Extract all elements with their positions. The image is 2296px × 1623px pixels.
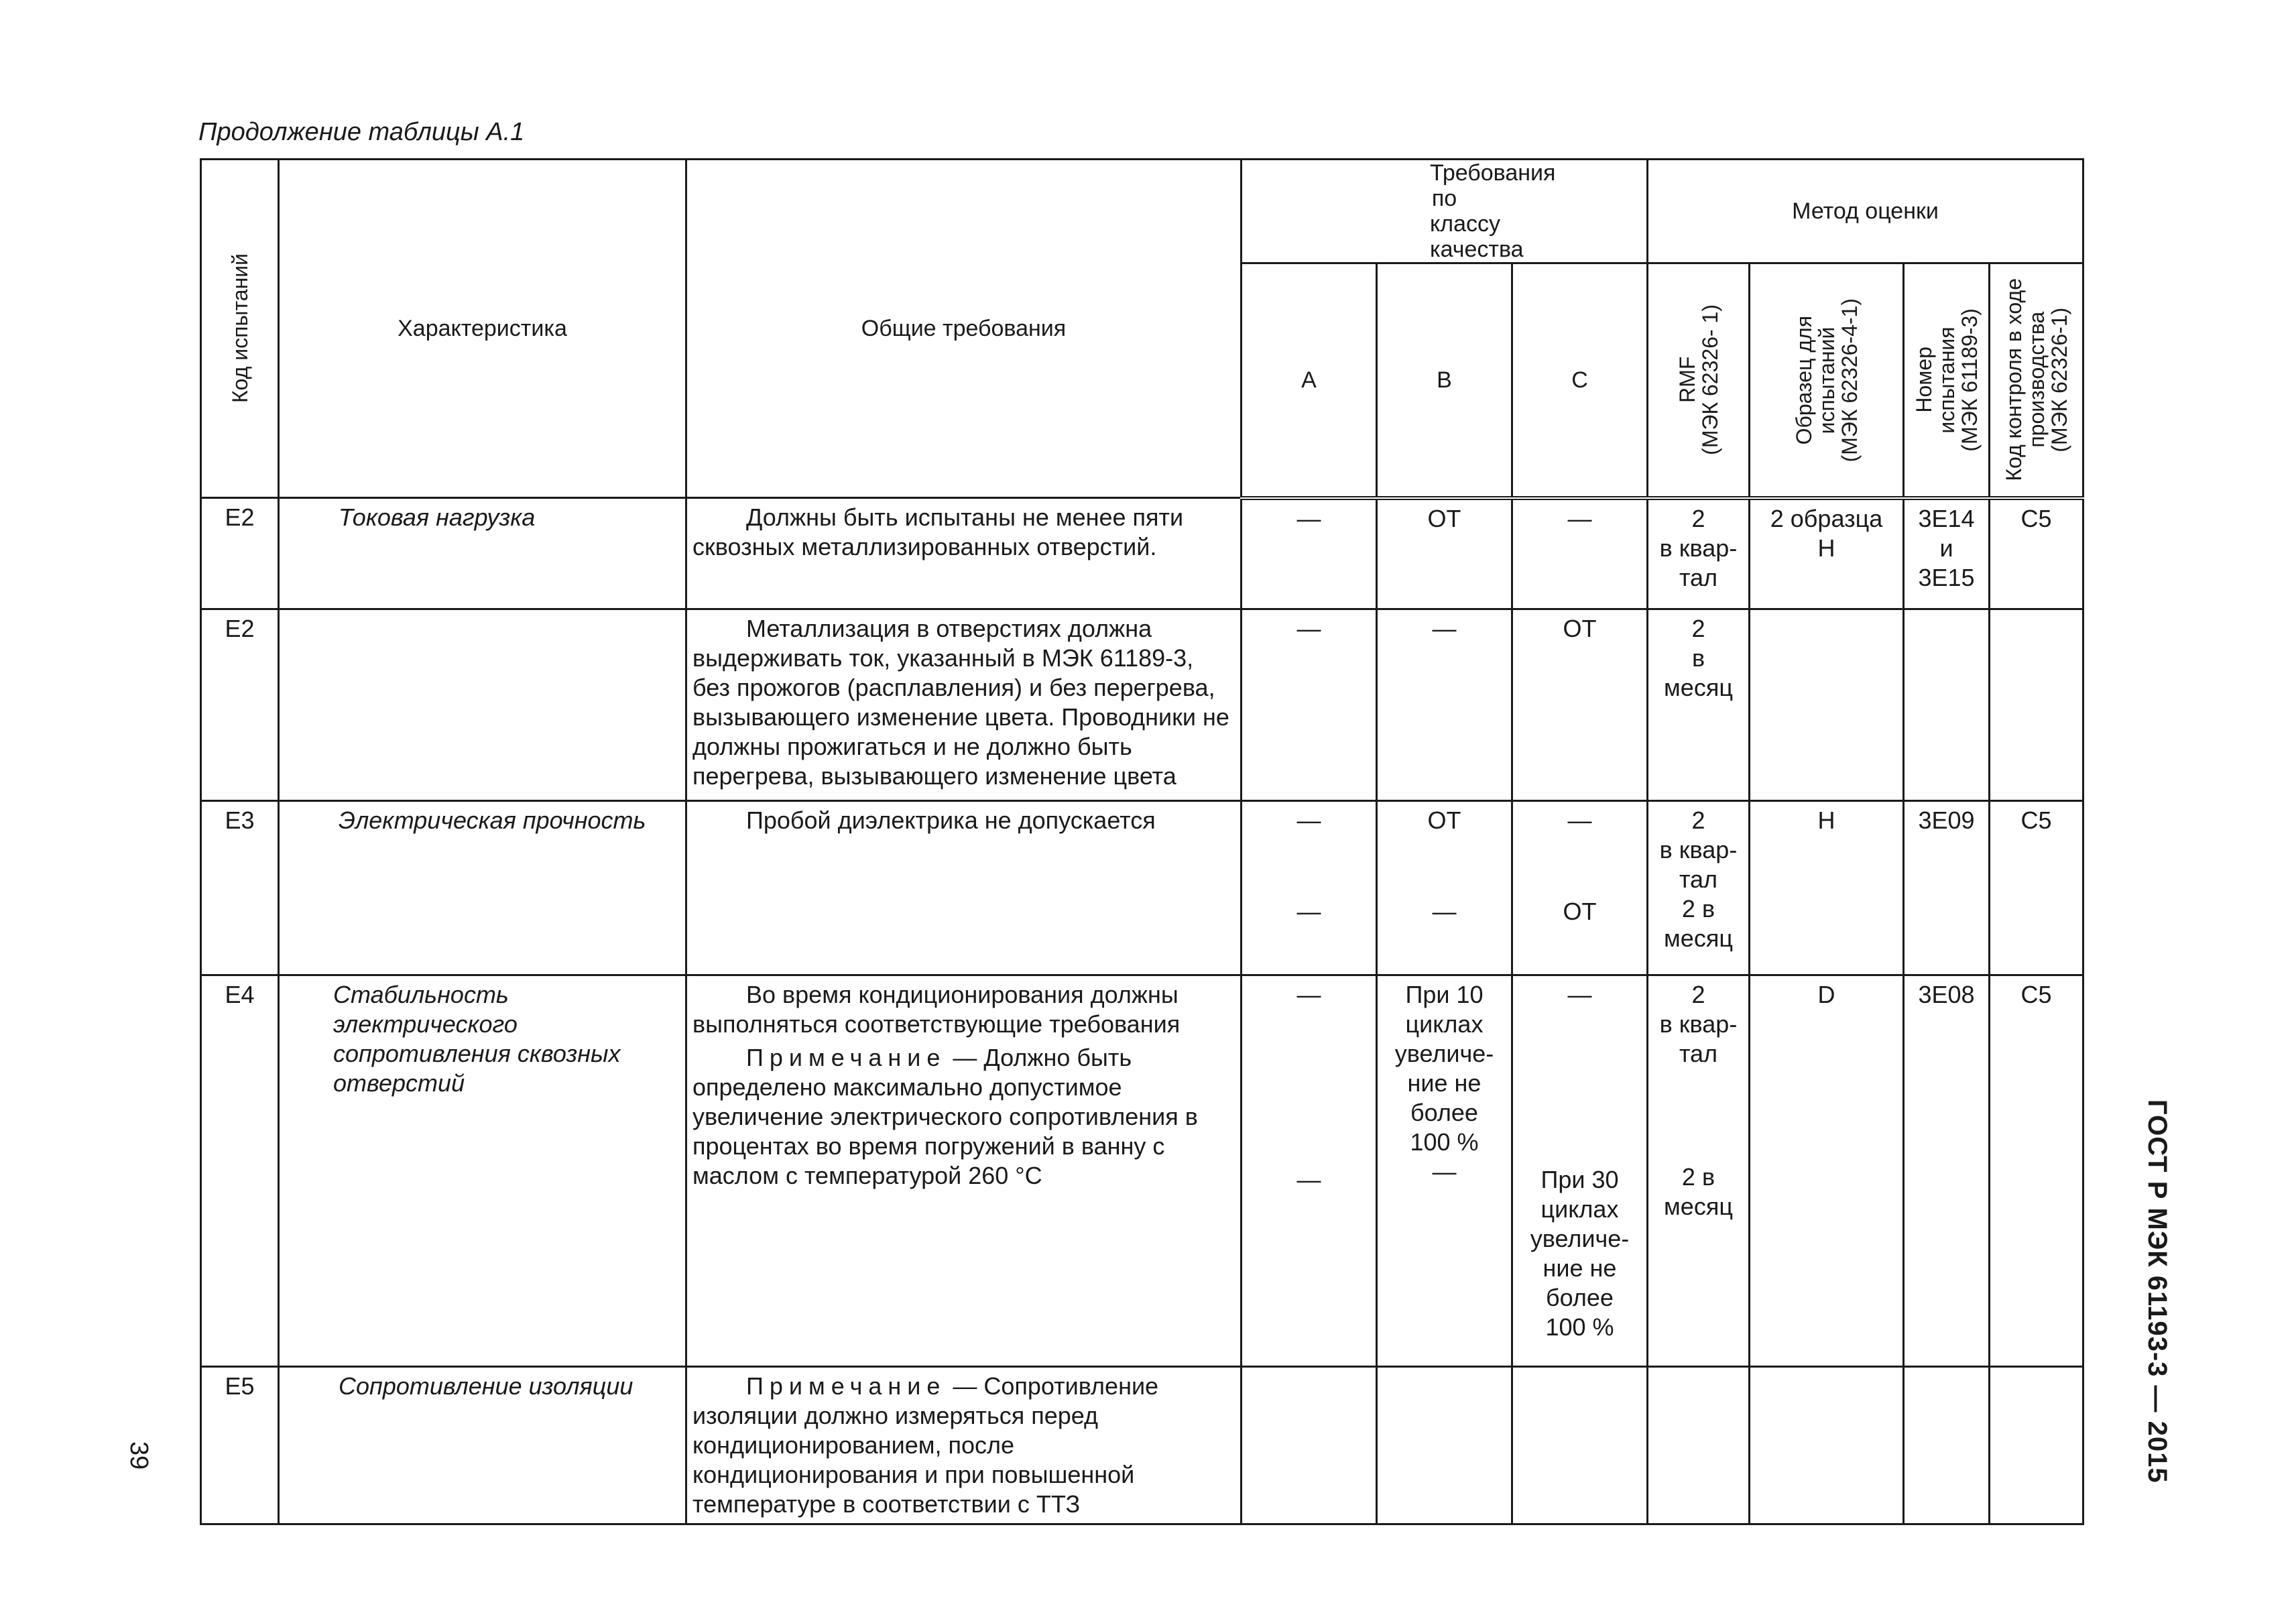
header-test-number: Номер испытания (МЭК 61189-3) — [1904, 263, 1990, 498]
row-class-a: — — [1242, 498, 1377, 609]
row-rmf — [1648, 1367, 1750, 1524]
row-general: Пробой диэлектрика не допускается — [686, 801, 1242, 975]
row-general — [686, 975, 1242, 1367]
class-b-value-2: — — [1432, 1158, 1457, 1185]
row-rmf: 2 в месяц — [1648, 609, 1750, 801]
row-class-c: ОТ — [1512, 609, 1648, 801]
row-class-c — [1512, 1367, 1648, 1524]
row-class-c — [1512, 801, 1648, 975]
row-sample: 2 образца Н — [1750, 498, 1904, 609]
header-class-c: С — [1512, 263, 1648, 498]
header-method-group: Метод оценки — [1648, 160, 2083, 263]
row-code: Е2 — [201, 609, 279, 801]
row-test-number: 3Е09 — [1904, 801, 1990, 975]
class-a-value-2: — — [1296, 898, 1321, 925]
general-note — [692, 1043, 1235, 1191]
class-a-value-1: — — [1296, 981, 1321, 1008]
note-text: — Должно быть определено максимально допустимое увеличение электрического сопротивления в процентах во время погружений в ванну с маслом с температурой 260 °С — [692, 1044, 1198, 1189]
table-row — [201, 609, 2083, 801]
row-class-b: — — [1377, 609, 1512, 801]
header-quality-group: Требования по классу качества — [1242, 160, 1648, 263]
row-code: Е2 — [201, 498, 279, 609]
row-code: Е3 — [201, 801, 279, 975]
class-b-value-1: При 10 циклах увеличе- ние не более 100 % — [1394, 981, 1494, 1156]
class-b-value-1: ОТ — [1427, 806, 1461, 834]
row-class-b — [1377, 801, 1512, 975]
row-test-number: 3Е14 и 3Е15 — [1904, 498, 1990, 609]
row-control-code — [1990, 609, 2083, 801]
header-general: Общие требования — [686, 160, 1242, 498]
class-c-value-1: — — [1567, 806, 1592, 834]
row-class-a — [1242, 801, 1377, 975]
note-text: — Сопротивление изоляции должно измеряться перед кондиционированием, после кондиционирования и при повышенной температуре в соответствии с ТТЗ — [692, 1372, 1159, 1518]
general-text: Во время кондиционирования должны выполняться соответствующие требования — [692, 981, 1181, 1038]
header-class-a: А — [1242, 263, 1377, 498]
row-characteristic: Стабильность электрического сопротивления сквозных отверстий — [279, 975, 686, 1367]
row-class-b — [1377, 975, 1512, 1367]
row-characteristic: Электрическая прочность — [279, 801, 686, 975]
class-c-value-1: — — [1567, 981, 1592, 1008]
row-characteristic: Сопротивление изоляции — [279, 1367, 686, 1524]
row-control-code: С5 — [1990, 801, 2083, 975]
row-test-number: 3Е08 — [1904, 975, 1990, 1367]
table-row — [201, 1367, 2083, 1524]
table-row — [201, 801, 2083, 975]
requirements-table — [200, 158, 2084, 1525]
row-characteristic — [279, 609, 686, 801]
row-sample — [1750, 1367, 1904, 1524]
note-label: Примечание — [746, 1372, 947, 1400]
row-sample — [1750, 609, 1904, 801]
row-class-b — [1377, 1367, 1512, 1524]
header-sample: Образец для испытаний (МЭК 62326-4-1) — [1750, 263, 1904, 498]
row-sample: Н — [1750, 801, 1904, 975]
row-general — [686, 1367, 1242, 1524]
row-rmf: 2 в квар- тал 2 в месяц — [1648, 801, 1750, 975]
document-code: ГОСТ Р МЭК 61193-3 — 2015 — [2142, 1099, 2172, 1484]
row-control-code: С5 — [1990, 975, 2083, 1367]
class-c-value-2: ОТ — [1563, 898, 1597, 925]
row-code: Е5 — [201, 1367, 279, 1524]
row-class-b: ОТ — [1377, 498, 1512, 609]
rmf-value-2: 2 в месяц — [1664, 1163, 1733, 1220]
row-test-number — [1904, 609, 1990, 801]
row-code: Е4 — [201, 975, 279, 1367]
page-number: 39 — [125, 1441, 153, 1470]
header-rmf: RMF (МЭК 62326- 1) — [1648, 263, 1750, 498]
row-class-c: — — [1512, 498, 1648, 609]
row-rmf: 2 в квар- тал — [1648, 498, 1750, 609]
row-rmf — [1648, 975, 1750, 1367]
row-control-code: С5 — [1990, 498, 2083, 609]
table-row — [201, 498, 2083, 609]
row-control-code — [1990, 1367, 2083, 1524]
row-class-a — [1242, 1367, 1377, 1524]
rmf-value-1: 2 в квар- тал — [1659, 981, 1738, 1067]
class-c-value-2: При 30 циклах увеличе- ние не более 100 % — [1530, 1166, 1630, 1341]
row-class-a: — — [1242, 609, 1377, 801]
row-class-c — [1512, 975, 1648, 1367]
row-class-a — [1242, 975, 1377, 1367]
header-class-b: В — [1377, 263, 1512, 498]
class-a-value-2: — — [1296, 1166, 1321, 1193]
header-test-code: Код испытаний — [201, 160, 279, 498]
row-general: Металлизация в отверстиях должна выдерживать ток, указанный в МЭК 61189-3, без прожогов (расплавления) и без перегрева, вызывающего изменение цвета. Проводники не должны прожигаться и не должно быть перегрева, вызывающего изменение цвета — [686, 609, 1242, 801]
row-sample: D — [1750, 975, 1904, 1367]
row-test-number — [1904, 1367, 1990, 1524]
class-b-value-2: — — [1432, 898, 1457, 925]
row-general: Должны быть испытаны не менее пяти сквозных металлизированных отверстий. — [686, 498, 1242, 609]
header-characteristic: Характеристика — [279, 160, 686, 498]
header-control-code: Код контроля в ходе производства (МЭК 62326-1) — [1990, 263, 2083, 498]
row-characteristic: Токовая нагрузка — [279, 498, 686, 609]
note-label: Примечание — [746, 1044, 947, 1071]
table-caption: Продолжение таблицы А.1 — [198, 118, 525, 146]
table-row — [201, 975, 2083, 1367]
class-a-value-1: — — [1296, 806, 1321, 834]
